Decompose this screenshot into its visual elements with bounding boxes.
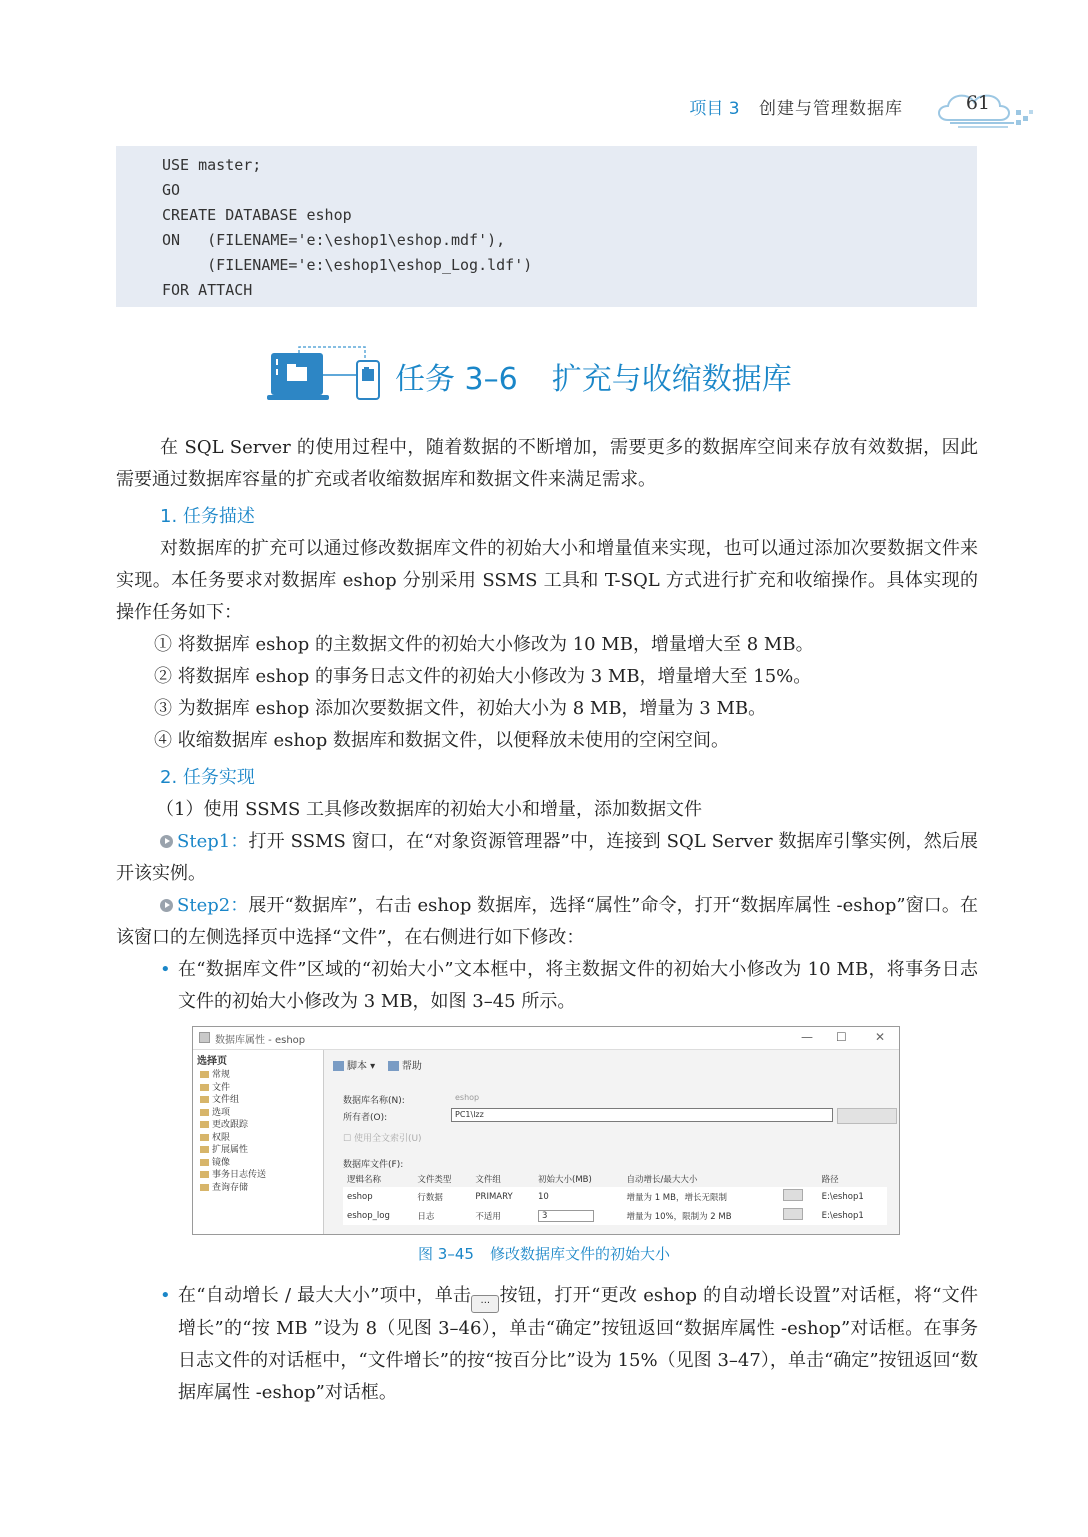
column-header: 自动增长/最大大小	[623, 1171, 779, 1187]
owner-label: 所有者(O):	[343, 1113, 388, 1123]
pane-item-label: 扩展属性	[212, 1145, 249, 1155]
db-name-label: 数据库名称(N):	[343, 1096, 405, 1106]
pane-item-label: 文件组	[212, 1095, 240, 1105]
pane-item-log-shipping[interactable]	[193, 1169, 323, 1182]
table-cell: PRIMARY	[475, 1191, 513, 1202]
table-cell: 增量为 10%，限制为 2 MB	[626, 1211, 732, 1222]
caption-text: 修改数据库文件的初始大小	[489, 1245, 670, 1263]
bullet-text-part: 在“自动增长 / 最大大小”项中，单击	[178, 1285, 472, 1306]
table-row[interactable]	[343, 1206, 887, 1225]
page-icon	[200, 1146, 209, 1153]
pane-item-label: 更改跟踪	[212, 1120, 249, 1130]
table-cell: 日志	[417, 1211, 435, 1222]
section-task-description	[116, 501, 978, 757]
pane-item-permissions[interactable]	[193, 1132, 323, 1145]
pane-item-label: 选项	[212, 1107, 231, 1118]
pane-item-label: 查询存储	[212, 1182, 249, 1193]
fulltext-label: 使用全文索引(U)	[353, 1134, 422, 1144]
db-files-table	[343, 1171, 887, 1225]
folder-transfer-icon	[265, 345, 385, 403]
section-heading: 1. 任务描述	[160, 506, 255, 527]
script-label: 脚本 ▾	[347, 1061, 376, 1072]
script-icon	[333, 1061, 344, 1071]
pane-item-label: 镜像	[212, 1157, 231, 1168]
bullet-text	[178, 1280, 978, 1409]
pane-item-filegroups[interactable]	[193, 1094, 323, 1107]
page-header	[628, 86, 1048, 126]
page-icon	[200, 1121, 209, 1128]
column-header	[779, 1171, 818, 1187]
play-arrow-icon	[160, 835, 173, 848]
section-heading: 2. 任务实现	[160, 767, 255, 788]
table-cell: E:\eshop1	[821, 1191, 864, 1202]
pane-item-general[interactable]	[193, 1069, 323, 1082]
close-icon[interactable]: ✕	[875, 1030, 886, 1044]
page-icon	[200, 1096, 209, 1103]
initial-size-cell[interactable]	[534, 1206, 623, 1225]
pane-item-mirroring[interactable]	[193, 1157, 323, 1170]
table-cell: 不适用	[475, 1211, 501, 1222]
column-header: 逻辑名称	[343, 1171, 413, 1187]
step1-paragraph	[116, 826, 978, 890]
column-header: 初始大小(MB)	[534, 1171, 623, 1187]
database-icon	[199, 1032, 210, 1043]
code-line: ON (FILENAME='e:\eshop1\eshop.mdf'),	[162, 231, 506, 249]
column-header: 文件组	[471, 1171, 534, 1187]
figure-caption	[0, 1243, 1088, 1264]
help-icon	[388, 1061, 399, 1071]
pane-item-label: 权限	[212, 1132, 231, 1143]
step-label: Step1：	[177, 831, 249, 852]
code-line: CREATE DATABASE eshop	[162, 206, 352, 224]
bullet-section	[116, 1280, 978, 1409]
bullet-dot-icon: •	[160, 959, 171, 980]
initial-size-cell[interactable]: 10	[538, 1191, 549, 1202]
step-label: Step2：	[177, 895, 249, 916]
window-title: 数据库属性 - eshop	[215, 1035, 306, 1046]
list-item: ① 将数据库 eshop 的主数据文件的初始大小修改为 10 MB，增量增大至 8 MB。	[154, 634, 814, 655]
intro-section	[116, 432, 978, 496]
bullet-text-part: 按钮，打开“更改 eshop 的自动增长设置”对话框，将“文件增长”的“按 MB ”设为 8（见图 3–46），单击“确定”按钮返回“数据库属性 -eshop”对话框。在事务日志文件的对话框中，“文件增长”的按“按百分比”设为 15%（见图 3–47），单击“确定”按钮返回“数据库属性 -eshop”对话框。	[178, 1285, 978, 1403]
step2-paragraph	[116, 890, 978, 954]
owner-browse-button[interactable]	[837, 1108, 897, 1124]
pane-item-extended-properties[interactable]	[193, 1144, 323, 1157]
column-header: 路径	[818, 1171, 887, 1187]
pane-item-label: 文件	[212, 1082, 231, 1093]
screenshot-figure	[192, 1026, 900, 1235]
pane-item-change-tracking[interactable]	[193, 1119, 323, 1132]
task-number: 任务 3–6	[395, 362, 518, 397]
code-line: USE master;	[162, 156, 262, 174]
step-text: 打开 SSMS 窗口，在“对象资源管理器”中，连接到 SQL Server 数据库引擎实例，然后展开该实例。	[116, 831, 978, 884]
intro-paragraph: 在 SQL Server 的使用过程中，随着数据的不断增加，需要更多的数据库空间来存放有效数据，因此需要通过数据库容量的扩充或者收缩数据库和数据文件来满足需求。	[116, 437, 978, 490]
subsection-heading: （1）使用 SSMS 工具修改数据库的初始大小和增量，添加数据文件	[156, 799, 703, 820]
table-cell: 增量为 1 MB，增长无限制	[626, 1192, 727, 1203]
ellipsis-button[interactable]	[783, 1208, 803, 1220]
script-button[interactable]	[333, 1061, 375, 1072]
chapter-title: 创建与管理数据库	[759, 99, 903, 119]
play-arrow-icon	[160, 899, 173, 912]
table-cell: eshop_log	[347, 1210, 390, 1221]
task-heading	[265, 345, 865, 405]
autogrowth-button-cell[interactable]	[779, 1187, 818, 1206]
pane-item-options[interactable]	[193, 1107, 323, 1120]
ellipsis-button[interactable]	[783, 1189, 803, 1201]
caption-number: 图 3–45	[418, 1245, 474, 1263]
pane-heading: 选择页	[197, 1056, 227, 1067]
code-block	[116, 146, 977, 307]
page-icon	[200, 1171, 209, 1178]
list-item: ② 将数据库 eshop 的事务日志文件的初始大小修改为 3 MB，增量增大至 15%。	[154, 666, 812, 687]
pane-item-files[interactable]	[193, 1082, 323, 1095]
table-cell: 行数据	[417, 1192, 443, 1203]
description-paragraph: 对数据库的扩充可以通过修改数据库文件的初始大小和增量值来实现，也可以通过添加次要数据文件来实现。本任务要求对数据库 eshop 分别采用 SSMS 工具和 T-SQL 方式进行扩充和收缩操作。具体实现的操作任务如下：	[116, 538, 978, 623]
ellipsis-button-icon: ...	[471, 1295, 499, 1313]
maximize-icon[interactable]: ☐	[836, 1030, 847, 1044]
bullet-item	[116, 954, 978, 1018]
project-label: 项目 3	[689, 99, 740, 119]
task-name: 扩充与收缩数据库	[551, 362, 792, 397]
section-task-implementation	[116, 762, 978, 1018]
fulltext-checkbox[interactable]: ☐ 使用全文索引(U)	[343, 1134, 422, 1144]
table-row[interactable]	[343, 1187, 887, 1206]
help-label: 帮助	[401, 1061, 422, 1072]
pane-item-label: 事务日志传送	[212, 1170, 267, 1180]
pane-item-query-store[interactable]	[193, 1182, 323, 1195]
column-header: 文件类型	[413, 1171, 471, 1187]
page-icon	[200, 1071, 209, 1078]
code-line: GO	[162, 181, 181, 199]
table-header-row	[343, 1171, 887, 1187]
step-text: 展开“数据库”，右击 eshop 数据库，选择“属性”命令，打开“数据库属性 -eshop”窗口。在该窗口的左侧选择页中选择“文件”，在右侧进行如下修改：	[116, 895, 978, 948]
bullet-text: 在“数据库文件”区域的“初始大小”文本框中，将主数据文件的初始大小修改为 10 MB，将事务日志文件的初始大小修改为 3 MB，如图 3–45 所示。	[178, 959, 978, 1012]
autogrowth-button-cell[interactable]	[779, 1206, 818, 1225]
db-files-label: 数据库文件(F):	[343, 1160, 404, 1170]
page-icon	[200, 1184, 209, 1191]
table-cell: E:\eshop1	[821, 1210, 864, 1221]
window-titlebar	[193, 1027, 899, 1050]
initial-size-stepper[interactable]: 3	[538, 1210, 594, 1222]
table-cell: eshop	[347, 1191, 373, 1202]
bullet-dot-icon: •	[160, 1285, 171, 1306]
toolbar	[333, 1057, 422, 1072]
code-line: FOR ATTACH	[162, 281, 253, 299]
running-head	[689, 94, 903, 119]
page-icon	[200, 1084, 209, 1091]
page-icon	[200, 1134, 209, 1141]
help-button[interactable]	[388, 1061, 422, 1072]
task-title	[395, 354, 792, 398]
minimize-icon[interactable]: —	[801, 1030, 813, 1044]
select-page-pane	[193, 1050, 324, 1234]
owner-field[interactable]: PC1\lzz	[451, 1108, 833, 1122]
page-icon	[200, 1159, 209, 1166]
list-item: ④ 收缩数据库 eshop 数据库和数据文件，以便释放未使用的空闲空间。	[154, 730, 730, 751]
page-icon	[200, 1109, 209, 1116]
pane-item-label: 常规	[212, 1070, 231, 1080]
bullet-item	[116, 1280, 978, 1409]
page-number: 61	[965, 92, 990, 114]
db-name-value: eshop	[455, 1093, 480, 1102]
list-item: ③ 为数据库 eshop 添加次要数据文件，初始大小为 8 MB，增量为 3 MB。	[154, 698, 767, 719]
code-line: (FILENAME='e:\eshop1\eshop_Log.ldf')	[162, 256, 533, 274]
